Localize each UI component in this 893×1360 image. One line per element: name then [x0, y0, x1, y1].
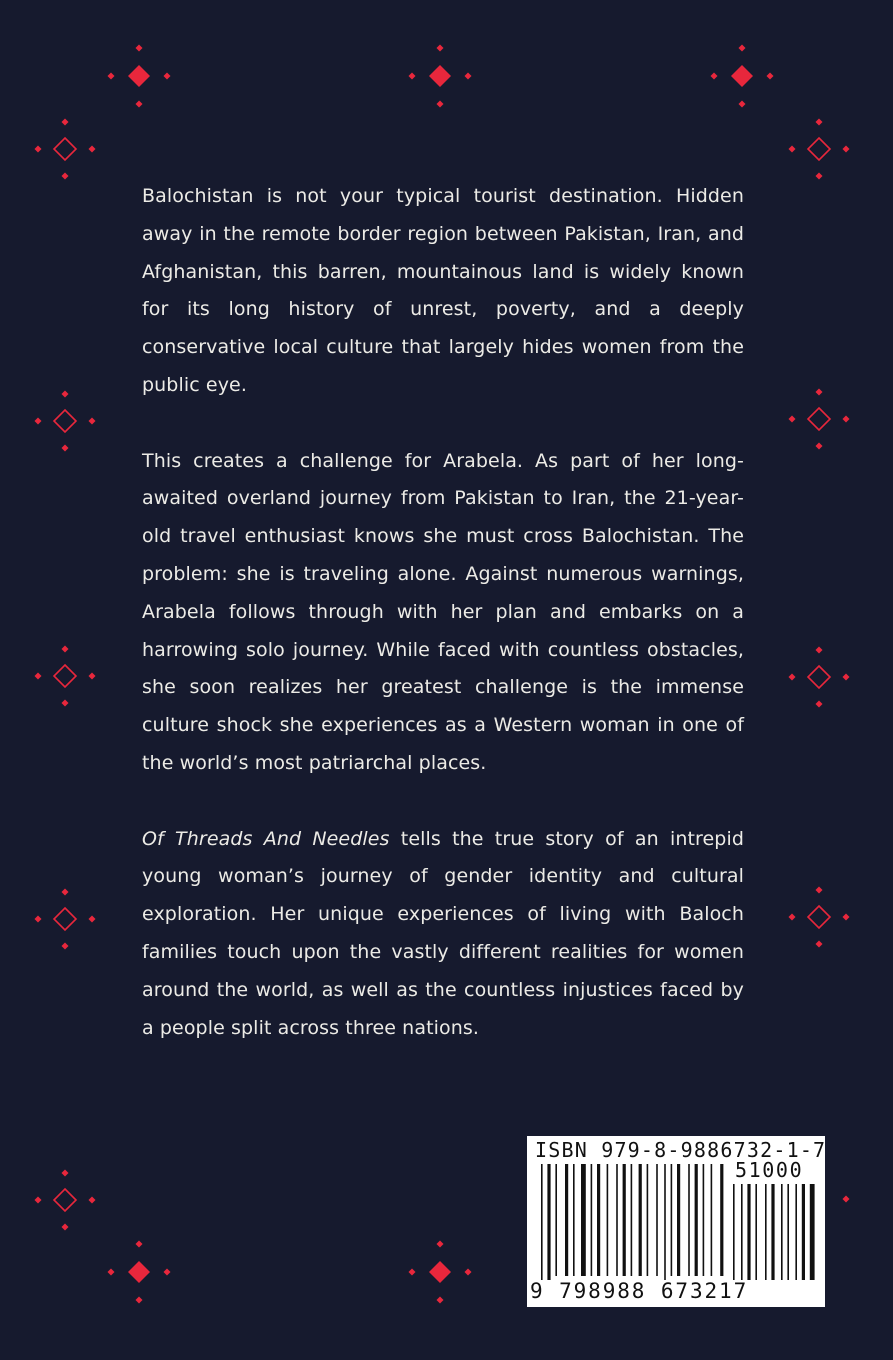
barcode-bar — [741, 1184, 743, 1280]
barcode-bar — [787, 1184, 789, 1280]
barcode-bar — [623, 1164, 626, 1276]
ornament-dot — [816, 173, 823, 180]
ornament-dot — [35, 418, 42, 425]
barcode-bar — [677, 1164, 680, 1276]
ornament-dot — [35, 1197, 42, 1204]
book-title: Of Threads And Needles — [142, 827, 390, 850]
ornament-dot — [843, 416, 850, 423]
ornament-dot — [62, 391, 69, 398]
ornament-dot — [89, 146, 96, 153]
ornament-dot — [62, 943, 69, 950]
ornament-dot — [62, 646, 69, 653]
ornament-dot — [437, 45, 444, 52]
barcode-bar — [639, 1164, 642, 1276]
ornament-dot — [816, 443, 823, 450]
blurb-paragraph-1: Balochistan is not your typical tourist destination. Hidden away in the remote border region between Pakistan, Iran, and Afghanistan, this barren, mountainous land is widely known for its long history of unrest, poverty, and a deeply conservative local culture that largely hides women from the public eye. — [142, 185, 744, 396]
ornament-dot — [767, 73, 774, 80]
ornament-diamond — [731, 65, 753, 87]
ornament-diamond-outline — [54, 908, 76, 930]
ornament-dot — [816, 119, 823, 126]
ornament-dot — [35, 673, 42, 680]
ornament-dot — [89, 1197, 96, 1204]
ornament-dot — [816, 887, 823, 894]
barcode-bar — [755, 1184, 757, 1280]
barcode-bar — [765, 1184, 767, 1280]
ornament-dot — [789, 674, 796, 681]
barcode-bar — [541, 1164, 543, 1280]
ornament-dot — [62, 445, 69, 452]
ornament-dot — [409, 73, 416, 80]
ornament-diamond-outline — [54, 138, 76, 160]
blurb-paragraph-3-text: tells the true story of an intrepid young woman’s journey of gender identity and cultural exploration. Her unique experiences of living with Baloch families touch upon the vastly different realities for women around the world, as well as the countless injustices faced by a people split across three nations. — [142, 827, 744, 1039]
ornament-diamond-outline — [808, 906, 830, 928]
ornament-dot — [136, 101, 143, 108]
barcode-bar — [695, 1164, 698, 1276]
ornament-diamond — [429, 1261, 451, 1283]
ornament-dot — [62, 1224, 69, 1231]
ornament-diamond — [429, 65, 451, 87]
barcode-bar — [781, 1184, 783, 1280]
ornament-dot — [465, 73, 472, 80]
ornament-diamond-outline — [808, 138, 830, 160]
barcode-bar — [597, 1164, 600, 1276]
ornament-dot — [89, 916, 96, 923]
ornament-dot — [711, 73, 718, 80]
barcode-bar — [747, 1184, 750, 1280]
isbn-label: ISBN 979-8-9886732-1-7 — [535, 1138, 827, 1162]
barcode-bar — [656, 1164, 658, 1276]
ornament-dot — [164, 1269, 171, 1276]
ornament-dot — [739, 101, 746, 108]
ornament-dot — [437, 1241, 444, 1248]
ornament-diamond-outline — [54, 665, 76, 687]
ornament-dot — [816, 941, 823, 948]
ornament-diamond — [128, 1261, 150, 1283]
ornament-dot — [136, 1241, 143, 1248]
price-code-label: 51000 — [735, 1158, 804, 1182]
barcode-bar — [581, 1164, 586, 1276]
ornament-diamond-outline — [808, 408, 830, 430]
barcode-bar — [591, 1164, 593, 1276]
ornament-dot — [816, 389, 823, 396]
ornament-dot — [437, 101, 444, 108]
ornament-dot — [843, 674, 850, 681]
barcode-bar — [631, 1164, 633, 1276]
ornament-dot — [789, 914, 796, 921]
ornament-dot — [136, 45, 143, 52]
ornament-dot — [789, 146, 796, 153]
barcode-bar — [607, 1164, 609, 1276]
ornament-dot — [35, 916, 42, 923]
barcode-bar — [810, 1184, 815, 1280]
ornament-dot — [35, 146, 42, 153]
barcode-bar — [616, 1164, 618, 1276]
ornament-dot — [62, 173, 69, 180]
ornament-dot — [89, 418, 96, 425]
barcode-bar — [664, 1164, 666, 1280]
barcode-bar — [703, 1164, 705, 1276]
barcode-bar — [647, 1164, 649, 1276]
ornament-dot — [89, 673, 96, 680]
barcode-bar — [573, 1164, 575, 1276]
barcode-bar — [688, 1164, 690, 1276]
ornament-diamond-outline — [54, 1189, 76, 1211]
barcode-bar — [547, 1164, 550, 1280]
ornament-dot — [409, 1269, 416, 1276]
ornament-diamond — [128, 65, 150, 87]
ornament-dot — [465, 1269, 472, 1276]
ornament-dot — [789, 416, 796, 423]
ornament-dot — [843, 914, 850, 921]
ornament-dot — [62, 119, 69, 126]
ornament-diamond-outline — [54, 410, 76, 432]
ornament-dot — [816, 647, 823, 654]
barcode-bar — [795, 1184, 797, 1280]
barcode-bar — [802, 1184, 805, 1280]
ornament-dot — [62, 1170, 69, 1177]
ornament-dot — [108, 73, 115, 80]
ornament-diamond-outline — [808, 666, 830, 688]
ean-digits-label: 9 798988 673217 — [530, 1279, 749, 1303]
blurb-paragraph-3 — [142, 821, 744, 1048]
barcode-bar — [565, 1164, 568, 1276]
barcode-bar — [771, 1184, 774, 1280]
barcode-bar — [671, 1164, 673, 1276]
ornament-dot — [62, 889, 69, 896]
barcode-bar — [555, 1164, 557, 1276]
ornament-dot — [816, 701, 823, 708]
ornament-dot — [136, 1297, 143, 1304]
blurb-paragraph-2: This creates a challenge for Arabela. As part of her long-awaited overland journey from Pakistan to Iran, the 21-year-old travel enthusiast knows she must cross Balochistan. The problem: she is traveling alone. Against numerous warnings, Arabela follows through with her plan and embarks on a harrowing solo journey. While faced with countless obstacles, she soon realizes her greatest challenge is the immense culture shock she experiences as a Western woman in one of the world’s most patriarchal places. — [142, 449, 744, 774]
barcode-bar — [733, 1184, 735, 1280]
ornament-dot — [843, 1196, 850, 1203]
ornament-dot — [62, 700, 69, 707]
isbn-barcode — [527, 1136, 825, 1307]
ornament-dot — [164, 73, 171, 80]
ornament-dot — [739, 45, 746, 52]
back-cover-blurb — [142, 178, 744, 1047]
ornament-dot — [108, 1269, 115, 1276]
ornament-dot — [843, 146, 850, 153]
barcode-bar — [711, 1164, 713, 1276]
barcode-bar — [720, 1164, 723, 1276]
ornament-dot — [437, 1297, 444, 1304]
